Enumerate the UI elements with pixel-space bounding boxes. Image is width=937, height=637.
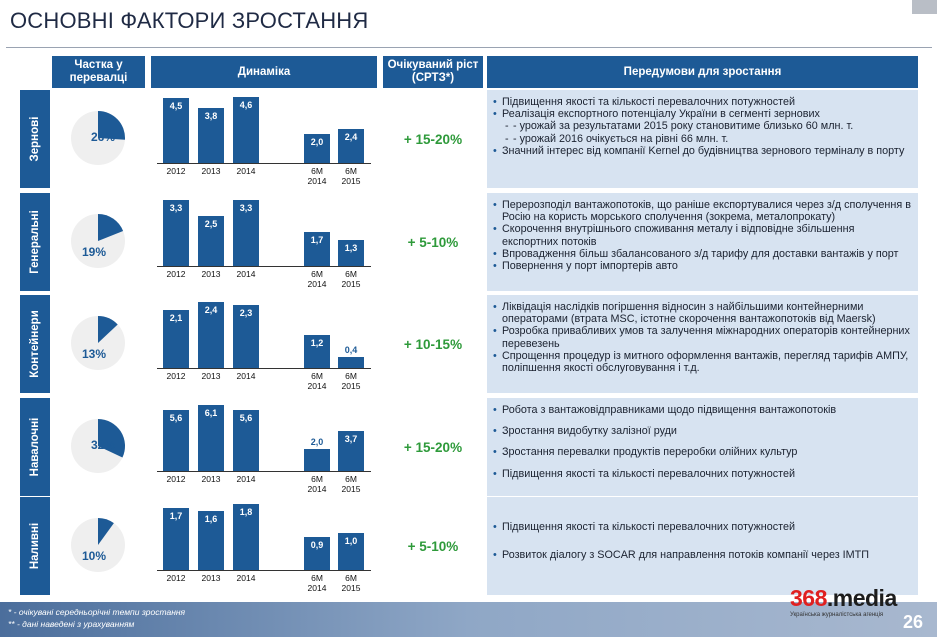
bar-category-line: 6М xyxy=(345,573,357,583)
prerequisites-list xyxy=(493,404,913,480)
bar-value: 2,1 xyxy=(169,313,183,324)
bar-category-line: 6М xyxy=(345,371,357,381)
row-label-text: Генеральні xyxy=(29,210,41,274)
bar-category-line: 2014 xyxy=(307,484,327,494)
bar-value: 1,0 xyxy=(344,536,358,547)
footnote-1: * - очікувані середньорічні темпи зростання xyxy=(8,607,186,617)
share-percent: 10% xyxy=(82,549,107,563)
title-divider xyxy=(6,47,932,48)
bar-category-label: 2014 xyxy=(236,573,256,583)
chart-baseline xyxy=(157,266,371,267)
row-label-text: Зернові xyxy=(29,116,41,162)
bar-value: 1,7 xyxy=(310,235,324,245)
bar-category-line: 2014 xyxy=(307,176,327,186)
bar-category-line: 6М xyxy=(345,166,357,176)
bar-value: 3,8 xyxy=(204,111,218,122)
bar xyxy=(338,357,364,368)
bar-value: 3,3 xyxy=(169,203,183,213)
bar-category-line: 6М xyxy=(311,371,323,381)
bar-category-label: 2014 xyxy=(236,371,256,381)
prerequisite-item: • Робота з вантажовідправниками щодо підвищення вантажопотоків xyxy=(493,404,913,416)
bar-category-label: 2014 xyxy=(236,474,256,484)
page-number: 26 xyxy=(902,612,923,632)
bar-category-label: 2012 xyxy=(166,371,186,381)
bar-category-label: 2013 xyxy=(201,474,221,484)
bar xyxy=(304,449,330,471)
row-label xyxy=(20,295,50,393)
row-label xyxy=(20,398,50,496)
bar-value: 2,4 xyxy=(204,305,218,315)
bar-value: 6,1 xyxy=(204,408,218,418)
prerequisite-item: • Зростання перевалки продуктів переробки олійних культур xyxy=(493,446,913,458)
prerequisites-list xyxy=(493,96,913,157)
prerequisite-subitem: - - урожай 2016 очікується на рівні 66 млн. т. xyxy=(493,133,913,145)
prerequisites-list xyxy=(493,301,913,374)
bar-category-line: 6М xyxy=(311,269,323,279)
chart-baseline xyxy=(157,471,371,472)
prerequisite-item: • Розвиток діалогу з SOCAR для направлення потоків компанії через ІМТП xyxy=(493,549,913,561)
growth-value: + 15-20% xyxy=(403,132,463,147)
bar-category-line: 2015 xyxy=(341,583,361,593)
prerequisite-item: • Підвищення якості та кількості перевалочних потужностей xyxy=(493,468,913,480)
bar-category-label: 2013 xyxy=(201,573,221,583)
bar-category-label: 2012 xyxy=(166,166,186,176)
bar-value: 0,9 xyxy=(310,540,324,550)
bar-value: 2,0 xyxy=(310,137,324,148)
bar-category-label: 2012 xyxy=(166,573,186,583)
watermark-part1: 368 xyxy=(790,585,827,611)
prerequisite-item: • Спрощення процедур із митного оформлення вантажів, перегляд тарифів АМПУ, поліпшення якості обслуговування і т.д. xyxy=(493,350,913,374)
bar-category-label xyxy=(331,573,371,593)
page-title: ОСНОВНІ ФАКТОРИ ЗРОСТАННЯ xyxy=(10,8,369,33)
bar-value: 1,2 xyxy=(310,338,324,348)
prerequisite-item: • Ліквідація наслідків погіршення відносин з найбільшими контейнерними операторами (втрата MSC, істотне скорочення вантажопотоків від Maersk) xyxy=(493,301,913,325)
bar-category-line: 6М xyxy=(345,474,357,484)
bar-category-line: 6М xyxy=(311,166,323,176)
share-pie xyxy=(68,313,128,373)
bar-value: 2,3 xyxy=(239,307,253,318)
watermark-subtitle: Українська журналістська агенція xyxy=(790,612,884,618)
prerequisite-item: • Скорочення внутрішнього споживання металу і відповідне збільшення експортних потоків xyxy=(493,223,913,247)
bar-category-line: 2014 xyxy=(307,583,327,593)
prerequisite-item: • Підвищення якості та кількості перевалочних потужностей xyxy=(493,96,913,108)
share-percent: 26% xyxy=(91,130,116,144)
growth-value: + 10-15% xyxy=(403,337,463,352)
bar-category-label xyxy=(331,269,371,289)
watermark-part2: .media xyxy=(826,585,897,611)
bar-category-line: 2014 xyxy=(307,279,327,289)
share-pie xyxy=(68,515,128,575)
bar-category-line: 6М xyxy=(311,573,323,583)
footnote-2: ** - дані наведені з урахуванням xyxy=(8,619,135,629)
header-prerequisites: Передумови для зростання xyxy=(487,56,918,88)
bar-value: 3,7 xyxy=(344,433,358,444)
prerequisite-item: • Реалізація експортного потенціалу України в сегменті зернових xyxy=(493,108,913,120)
header-share: Частка у перевалці xyxy=(52,56,145,88)
bar-value: 2,5 xyxy=(204,219,218,229)
share-percent: 13% xyxy=(82,347,107,361)
bar-value: 3,3 xyxy=(239,203,253,213)
prerequisite-item: • Підвищення якості та кількості перевалочних потужностей xyxy=(493,521,913,533)
bar-category-line: 6М xyxy=(311,474,323,484)
prerequisite-subitem: - - урожай за результатами 2015 року становитиме близько 60 млн. т. xyxy=(493,120,913,132)
row-label-text: Наливні xyxy=(29,522,41,570)
bar-value: 0,4 xyxy=(344,345,358,355)
row-label-text: Контейнери xyxy=(29,310,41,378)
bar-value: 5,6 xyxy=(239,413,253,424)
bar-value: 1,3 xyxy=(344,243,358,253)
share-pie xyxy=(68,211,128,271)
bar-value: 4,6 xyxy=(239,100,253,110)
row-label xyxy=(20,193,50,291)
bar-category-line: 6М xyxy=(345,269,357,279)
bar-category-line: 2015 xyxy=(341,381,361,391)
bar-value: 2,4 xyxy=(344,131,358,142)
bar-category-label: 2012 xyxy=(166,269,186,279)
chart-baseline xyxy=(157,570,371,571)
bar-category-label xyxy=(331,166,371,186)
growth-value: + 15-20% xyxy=(403,440,463,455)
bar-category-label: 2013 xyxy=(201,269,221,279)
bar-value: 2,0 xyxy=(310,437,324,448)
bar-category-label: 2013 xyxy=(201,371,221,381)
growth-value: + 5-10% xyxy=(407,235,459,250)
prerequisite-item: • Впровадження більш збалансованого з/д тарифу для доставки вантажів у порт xyxy=(493,248,913,260)
growth-value: + 5-10% xyxy=(407,539,459,554)
chart-baseline xyxy=(157,163,371,164)
prerequisite-item: • Перерозподіл вантажопотоків, що раніше експортувалися через з/д сполучення в Росію на користь морського сполучення (зокрема, металопрокату) xyxy=(493,199,913,223)
share-percent: 32% xyxy=(91,438,116,452)
header-growth: Очікуваний ріст (СРТЗ*) xyxy=(383,56,483,88)
bar-value: 4,5 xyxy=(169,101,183,112)
prerequisites-list xyxy=(493,199,913,272)
bar-category-label xyxy=(331,371,371,391)
header-dynamics: Динаміка xyxy=(151,56,377,88)
bar-category-label: 2014 xyxy=(236,166,256,176)
prerequisite-item: • Розробка привабливих умов та залучення міжнародних операторів контейнерних перевезень xyxy=(493,325,913,349)
bar-category-line: 2015 xyxy=(341,176,361,186)
bar-value: 1,7 xyxy=(169,510,183,521)
corner-decoration xyxy=(912,0,937,14)
bar-category-label xyxy=(331,474,371,494)
share-percent: 19% xyxy=(82,245,107,259)
row-label xyxy=(20,497,50,595)
chart-baseline xyxy=(157,368,371,369)
watermark-logo xyxy=(790,585,897,612)
bar-value: 1,8 xyxy=(239,507,253,517)
bar-value: 1,6 xyxy=(204,514,218,525)
bar-category-line: 2015 xyxy=(341,484,361,494)
bar-category-line: 2014 xyxy=(307,381,327,391)
bar-category-label: 2013 xyxy=(201,166,221,176)
prerequisites-list xyxy=(493,521,913,561)
bar-value: 5,6 xyxy=(169,413,183,424)
prerequisite-item: • Значний інтерес від компанії Kernel до будівництва зернового терміналу в порту xyxy=(493,145,913,157)
bar-category-line: 2015 xyxy=(341,279,361,289)
bar-category-label: 2014 xyxy=(236,269,256,279)
bar-category-label: 2012 xyxy=(166,474,186,484)
row-label xyxy=(20,90,50,188)
row-label-text: Навалочні xyxy=(29,417,41,477)
prerequisite-item: • Зростання видобутку залізної руди xyxy=(493,425,913,437)
prerequisite-item: • Повернення у порт імпортерів авто xyxy=(493,260,913,272)
